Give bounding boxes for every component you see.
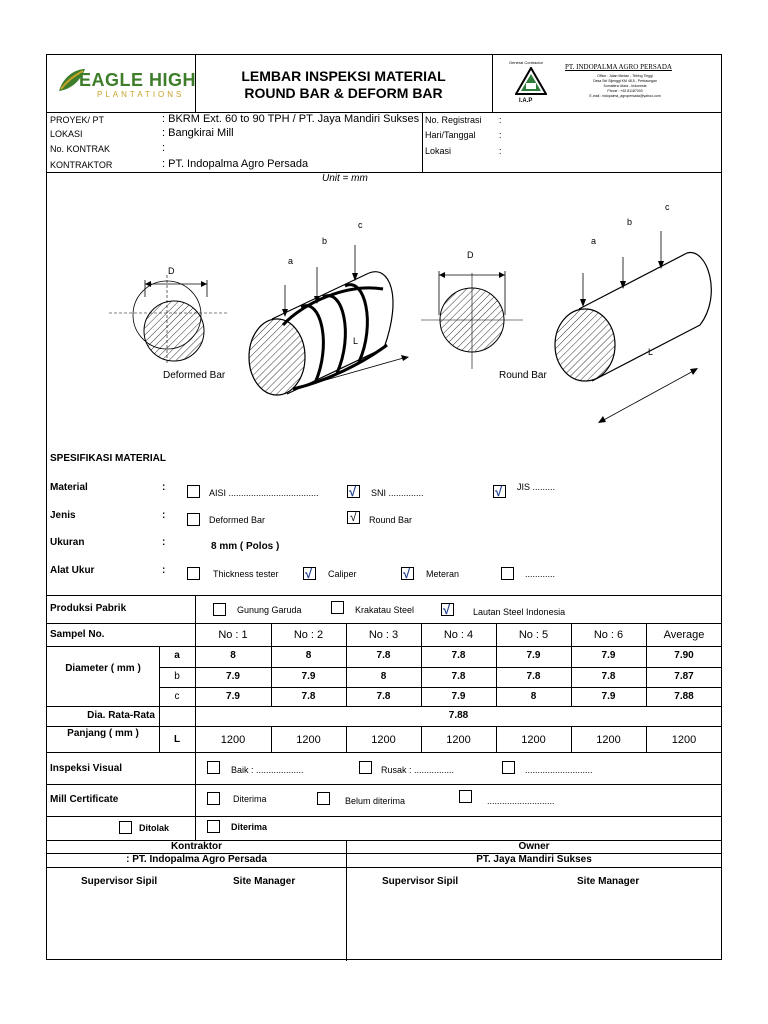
ukuran-value: 8 mm ( Polos ) bbox=[211, 541, 280, 552]
checkmark-icon: √ bbox=[350, 510, 357, 524]
site-manager-owner: Site Manager bbox=[577, 876, 640, 887]
divider bbox=[47, 706, 721, 707]
table-cell: 7.8 bbox=[451, 671, 466, 682]
sample-header: No : 5 bbox=[518, 629, 549, 641]
jenis-label: Jenis bbox=[50, 510, 76, 521]
table-cell: 7.88 bbox=[674, 691, 694, 702]
contractor-address-2: Desa Sei Sijenggi KM 48,5 - Perbaungan bbox=[593, 79, 657, 83]
lokasi2-colon: : bbox=[499, 146, 502, 156]
diagram-label-d1: D bbox=[168, 266, 175, 276]
table-cell: 7.9 bbox=[526, 650, 541, 661]
checkmark-icon: √ bbox=[349, 484, 357, 499]
table-cell: 7.9 bbox=[601, 650, 616, 661]
checkmark-icon: √ bbox=[443, 602, 451, 617]
contractor-address-1: Office : Jalan Medan - Tebing Tinggi bbox=[597, 74, 653, 78]
diagram-label-c1: c bbox=[358, 220, 363, 230]
diagram-label-l2: L bbox=[648, 347, 654, 357]
contractor-email: E-mail : indopalma_agropersada@yahoo.com bbox=[589, 94, 661, 98]
divider bbox=[47, 726, 721, 727]
table-cell: 8 bbox=[380, 671, 387, 682]
panjang-key: L bbox=[173, 734, 181, 745]
iap-text: I.A.P bbox=[519, 98, 533, 104]
iap-logo-icon bbox=[515, 67, 547, 97]
material-label: Material bbox=[50, 482, 88, 493]
checkmark-icon: √ bbox=[305, 566, 313, 581]
diagram-label-b1: b bbox=[322, 236, 328, 246]
deformed-cross-section bbox=[109, 275, 227, 365]
table-cell: 1200 bbox=[521, 734, 546, 746]
divider bbox=[47, 752, 721, 753]
sni-label: SNI .............. bbox=[371, 488, 424, 498]
gunung-checkbox[interactable] bbox=[213, 603, 226, 616]
spec-title: SPESIFIKASI MATERIAL bbox=[50, 453, 166, 464]
diameter-label: Diameter ( mm ) bbox=[65, 663, 141, 674]
checkmark-icon: √ bbox=[403, 566, 411, 581]
table-cell: 7.87 bbox=[674, 671, 694, 682]
diagram-label-b2: b bbox=[627, 217, 633, 227]
deformed-bar-caption: Deformed Bar bbox=[163, 370, 226, 381]
company-logo bbox=[55, 65, 195, 105]
row-key-a: a bbox=[174, 650, 180, 661]
table-cell: 8 bbox=[530, 691, 537, 702]
other-visual-label: ........................... bbox=[525, 765, 593, 775]
baik-label: Baik : ................... bbox=[231, 765, 304, 775]
sample-header: No : 4 bbox=[443, 629, 474, 641]
table-cell: 1200 bbox=[446, 734, 471, 746]
aisi-label: AISI .................................... bbox=[209, 488, 319, 498]
table-cell: 7.8 bbox=[376, 650, 391, 661]
aisi-checkbox[interactable] bbox=[187, 485, 200, 498]
table-cell: 7.8 bbox=[526, 671, 541, 682]
owner-name: PT. Jaya Mandiri Sukses bbox=[476, 854, 592, 865]
sample-header: No : 6 bbox=[593, 629, 624, 641]
divider bbox=[422, 113, 423, 173]
form-title-line2: ROUND BAR & DEFORM BAR bbox=[244, 85, 443, 101]
diagram-label-a1: a bbox=[288, 256, 294, 266]
contractor-caption: General Contractor bbox=[509, 60, 544, 65]
mill-label: Mill Certificate bbox=[50, 794, 119, 805]
deformed-checkbox[interactable] bbox=[187, 513, 200, 526]
ukuran-label: Ukuran bbox=[50, 537, 85, 548]
site-manager-kontraktor: Site Manager bbox=[233, 876, 296, 887]
jis-label: JIS ......... bbox=[517, 482, 556, 492]
logo-text: EAGLE HIGH bbox=[79, 70, 197, 90]
sample-header: No : 2 bbox=[293, 629, 324, 641]
diagram-label-d2: D bbox=[467, 250, 474, 260]
thickness-checkbox[interactable] bbox=[187, 567, 200, 580]
jis-checkbox[interactable] bbox=[493, 485, 506, 498]
table-cell: 1200 bbox=[671, 734, 697, 746]
sample-header: No : 3 bbox=[368, 629, 399, 641]
deformed-label: Deformed Bar bbox=[209, 515, 266, 525]
table-cell: 7.8 bbox=[601, 671, 616, 682]
ditolak-label: Ditolak bbox=[139, 823, 170, 833]
row-key-b: b bbox=[174, 671, 180, 682]
contractor-name: PT. INDOPALMA AGRO PERSADA bbox=[565, 63, 672, 71]
decision-diterima-checkbox[interactable] bbox=[207, 820, 220, 833]
other-tool-label: ............ bbox=[525, 569, 556, 579]
divider bbox=[47, 840, 721, 841]
lokasi-label: LOKASI bbox=[50, 129, 83, 139]
diagram-label-a2: a bbox=[591, 236, 597, 246]
round-cross-section bbox=[421, 271, 523, 369]
table-cell: 7.9 bbox=[226, 691, 240, 702]
jenis-colon: : bbox=[162, 510, 166, 521]
krakatau-label: Krakatau Steel bbox=[355, 605, 415, 615]
contractor-phone: Phone : +62 81187003 bbox=[607, 89, 643, 93]
diagram-label-c2: c bbox=[665, 202, 670, 212]
divider bbox=[159, 667, 721, 668]
contractor-block bbox=[493, 55, 722, 112]
supervisor-sipil-kontraktor: Supervisor Sipil bbox=[81, 876, 158, 887]
ukuran-colon: : bbox=[162, 537, 166, 548]
contractor-address-3: Sumatera Utara - Indonesia bbox=[603, 84, 647, 88]
divider bbox=[47, 867, 721, 868]
table-cell: 1200 bbox=[296, 734, 321, 746]
kontraktor-value: : PT. Indopalma Agro Persada bbox=[162, 158, 309, 170]
table-cell: 8 bbox=[230, 650, 236, 661]
produksi-label: Produksi Pabrik bbox=[50, 603, 127, 614]
owner-title: Owner bbox=[518, 841, 550, 852]
kontraktor-title: Kontraktor bbox=[170, 841, 223, 852]
round-checkbox[interactable] bbox=[347, 511, 360, 524]
supervisor-sipil-owner: Supervisor Sipil bbox=[382, 876, 459, 887]
round-label: Round Bar bbox=[369, 515, 413, 525]
registrasi-label: No. Registrasi bbox=[425, 115, 482, 125]
round-bar-body bbox=[555, 231, 711, 423]
ditolak-checkbox[interactable] bbox=[119, 821, 132, 834]
decision-diterima-label: Diterima bbox=[231, 822, 268, 832]
diagram-label-l1: L bbox=[353, 336, 359, 346]
divider bbox=[47, 646, 721, 647]
rusak-checkbox[interactable] bbox=[359, 761, 372, 774]
proyek-value: : BKRM Ext. 60 to 90 TPH / PT. Jaya Mandiri Sukses bbox=[162, 114, 420, 125]
table-cell: 8 bbox=[305, 650, 312, 661]
sampel-label: Sampel No. bbox=[50, 629, 105, 640]
belum-diterima-checkbox[interactable] bbox=[317, 792, 330, 805]
gunung-label: Gunung Garuda bbox=[237, 605, 302, 615]
table-cell: 7.9 bbox=[601, 691, 616, 702]
other-mill-checkbox[interactable] bbox=[459, 790, 472, 803]
form-title-line1: LEMBAR INSPEKSI MATERIAL bbox=[241, 68, 446, 84]
lokasi-value: : Bangkirai Mill bbox=[162, 127, 234, 139]
belum-diterima-label: Belum diterima bbox=[345, 796, 406, 806]
table-cell: 1200 bbox=[371, 734, 396, 746]
unit-note: Unit = mm bbox=[322, 173, 368, 184]
caliper-checkbox[interactable] bbox=[303, 567, 316, 580]
divider bbox=[47, 623, 721, 624]
krakatau-checkbox[interactable] bbox=[331, 601, 344, 614]
divider bbox=[47, 595, 721, 596]
rata-rata-value: 7.88 bbox=[448, 710, 469, 721]
table-cell: 7.9 bbox=[301, 671, 316, 682]
divider bbox=[47, 112, 721, 113]
material-colon: : bbox=[162, 482, 166, 493]
table-cell: 7.9 bbox=[451, 691, 466, 702]
table-cell: 1200 bbox=[596, 734, 621, 746]
alat-ukur-colon: : bbox=[162, 565, 166, 576]
table-cell: 7.8 bbox=[376, 691, 391, 702]
proyek-label: PROYEK/ PT bbox=[50, 115, 105, 125]
divider bbox=[159, 687, 721, 688]
table-cell: 7.9 bbox=[226, 671, 240, 682]
kontrak-label: No. KONTRAK bbox=[50, 144, 111, 154]
sni-checkbox[interactable] bbox=[347, 485, 360, 498]
rusak-label: Rusak : ................ bbox=[381, 765, 455, 775]
visual-label: Inspeksi Visual bbox=[50, 763, 123, 774]
other-visual-checkbox[interactable] bbox=[502, 761, 515, 774]
mill-diterima-checkbox[interactable] bbox=[207, 792, 220, 805]
deformed-bar-body bbox=[249, 245, 409, 395]
lokasi2-label: Lokasi bbox=[425, 146, 452, 156]
meteran-label: Meteran bbox=[426, 569, 460, 579]
rata-rata-label: Dia. Rata-Rata bbox=[87, 710, 155, 721]
checkmark-icon: √ bbox=[495, 484, 503, 499]
mill-diterima-label: Diterima bbox=[233, 794, 267, 804]
baik-checkbox[interactable] bbox=[207, 761, 220, 774]
bar-diagram bbox=[47, 185, 721, 455]
caliper-label: Caliper bbox=[328, 569, 357, 579]
logo-subtext: PLANTATIONS bbox=[97, 90, 185, 99]
meteran-checkbox[interactable] bbox=[401, 567, 414, 580]
other-mill-label: ........................... bbox=[487, 796, 555, 806]
divider bbox=[47, 172, 721, 173]
other-tool-checkbox[interactable] bbox=[501, 567, 514, 580]
divider bbox=[47, 784, 721, 785]
table-cell: 1200 bbox=[220, 734, 246, 746]
thickness-label: Thickness tester bbox=[213, 569, 279, 579]
lautan-label: Lautan Steel Indonesia bbox=[473, 607, 566, 617]
tanggal-colon: : bbox=[499, 130, 502, 140]
inspection-sheet bbox=[46, 54, 722, 960]
average-header: Average bbox=[663, 629, 705, 641]
lautan-checkbox[interactable] bbox=[441, 603, 454, 616]
tanggal-label: Hari/Tanggal bbox=[425, 130, 476, 140]
table-cell: 7.90 bbox=[674, 650, 694, 661]
registrasi-colon: : bbox=[499, 115, 502, 125]
panjang-label: Panjang ( mm ) bbox=[67, 728, 139, 739]
sample-header: No : 1 bbox=[218, 629, 248, 641]
alat-ukur-label: Alat Ukur bbox=[50, 565, 95, 576]
table-cell: 7.8 bbox=[451, 650, 466, 661]
row-key-c: c bbox=[174, 691, 180, 702]
round-bar-caption: Round Bar bbox=[499, 370, 547, 381]
kontrak-value: : bbox=[162, 142, 166, 154]
kontraktor-label: KONTRAKTOR bbox=[50, 160, 113, 170]
divider bbox=[47, 816, 721, 817]
table-cell: 7.8 bbox=[301, 691, 316, 702]
kontraktor-name: : PT. Indopalma Agro Persada bbox=[126, 854, 267, 865]
